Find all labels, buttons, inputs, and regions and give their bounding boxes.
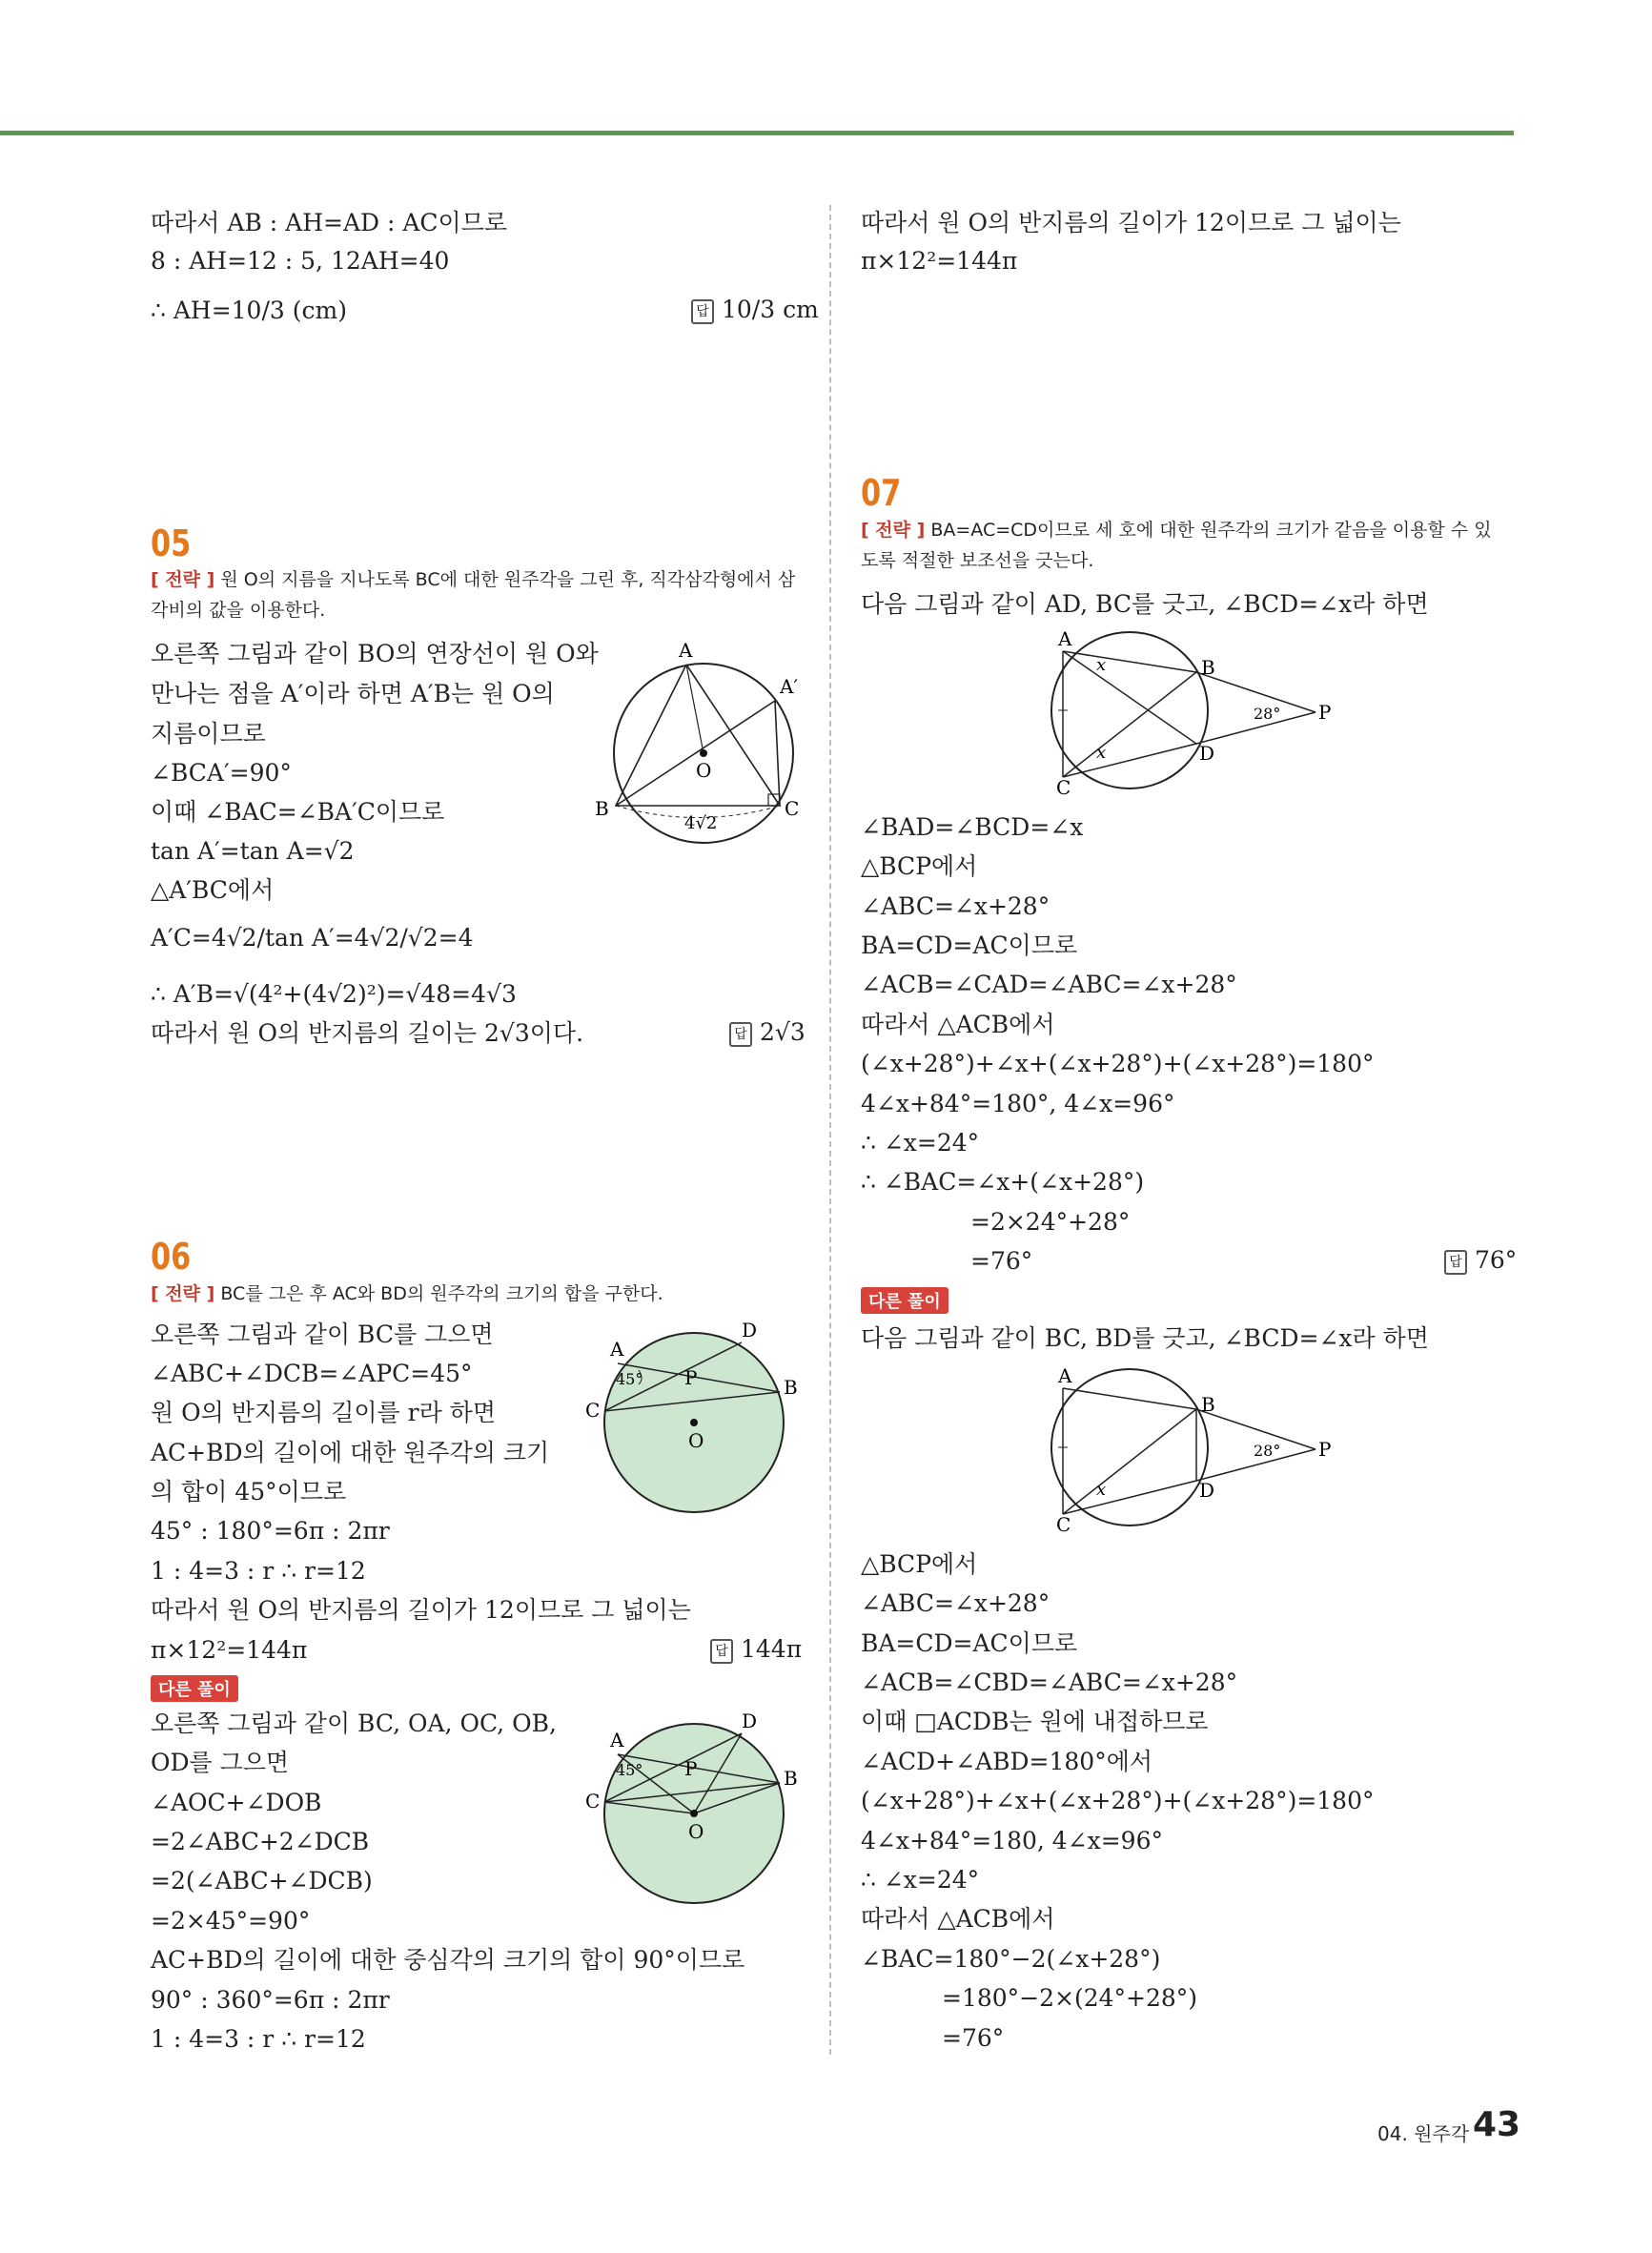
text-line: ∠ACB=∠CAD=∠ABC=∠x+28° <box>861 971 1237 998</box>
fig-label: C <box>1056 1513 1071 1533</box>
text-line: ∠ACD+∠ABD=180°에서 <box>861 1748 1153 1775</box>
figure-06-alt <box>581 1707 801 1916</box>
text-line: BA=CD=AC이므로 <box>861 1629 1078 1657</box>
text-line: 오른쪽 그림과 같이 BC, OA, OC, OB, <box>151 1710 557 1737</box>
answer-icon: 답 <box>1444 1250 1467 1275</box>
text-line: 오른쪽 그림과 같이 BO의 연장선이 원 O와 <box>151 640 599 667</box>
text-line: π×12²=144π <box>151 1636 308 1664</box>
fig-label: D <box>742 1319 758 1342</box>
text-line: A′C=4√2/tan A′=4√2/√2=4 <box>151 924 474 952</box>
strategy: [ 전략 ] 원 O의 지름을 지나도록 BC에 대한 원주각을 그린 후, 직각삼각형에서 삼 <box>151 569 796 590</box>
fig-label: P <box>1318 1438 1332 1461</box>
text-line: 만나는 점을 A′이라 하면 A′B는 원 O의 <box>151 680 555 707</box>
fig-label: x <box>1096 655 1107 675</box>
text-line: 다음 그림과 같이 BC, BD를 긋고, ∠BCD=∠x라 하면 <box>861 1324 1429 1352</box>
fig-label: P <box>684 1366 698 1389</box>
text-line: ∠BAD=∠BCD=∠x <box>861 813 1084 841</box>
strategy: [ 전략 ] BA=AC=CD이므로 세 호에 대한 원주각의 크기가 같음을 이용할 수 있 <box>861 520 1492 541</box>
text-line: BA=CD=AC이므로 <box>861 932 1078 959</box>
strategy-cont: 도록 적절한 보조선을 긋는다. <box>861 550 1094 571</box>
text-line: =2∠ABC+2∠DCB <box>151 1828 370 1855</box>
text-line: 이때 ∠BAC=∠BA′C이므로 <box>151 798 445 826</box>
fig-label: A <box>610 1338 624 1361</box>
text-line: (∠x+28°)+∠x+(∠x+28°)+(∠x+28°)=180° <box>861 1787 1375 1814</box>
fig-label: 45° <box>616 1370 643 1388</box>
fig-label: B <box>1201 656 1215 679</box>
fig-label: O <box>688 1429 704 1452</box>
fig-label: B <box>784 1376 798 1399</box>
fig-label: C <box>1056 776 1071 796</box>
text-line: =2(∠ABC+∠DCB) <box>151 1867 373 1895</box>
fig-label: A <box>1058 627 1072 650</box>
text-line: ∠AOC+∠DOB <box>151 1789 322 1816</box>
fig-label: C <box>585 1399 601 1422</box>
question-number: 07 <box>861 472 902 514</box>
text-line: ∴ ∠x=24° <box>861 1866 980 1894</box>
text-line: 이때 □ACDB는 원에 내접하므로 <box>861 1708 1209 1735</box>
text-line: 원 O의 반지름의 길이를 r라 하면 <box>151 1399 496 1426</box>
text-line: (∠x+28°)+∠x+(∠x+28°)+(∠x+28°)=180° <box>861 1050 1375 1077</box>
strategy-cont: 각비의 값을 이용한다. <box>151 600 326 621</box>
header-rule <box>0 131 1514 135</box>
fig-label: 28° <box>1254 705 1281 723</box>
text-line: π×12²=144π <box>861 247 1018 275</box>
text-line: AC+BD의 길이에 대한 원주각의 크기 <box>151 1439 550 1466</box>
question-number: 06 <box>151 1236 192 1278</box>
fig-label: D <box>1199 1479 1215 1502</box>
text-line: tan A′=tan A=√2 <box>151 837 355 865</box>
text-line: ∠ABC+∠DCB=∠APC=45° <box>151 1360 473 1387</box>
fig-label: B <box>1201 1393 1215 1416</box>
alt-solution-tag: 다른 풀이 <box>151 1675 238 1702</box>
fig-label: D <box>1199 742 1215 765</box>
figure-05 <box>591 634 810 853</box>
text-line: 45° : 180°=6π : 2πr <box>151 1517 390 1545</box>
fig-label: B <box>784 1767 798 1790</box>
text-line: 4∠x+84°=180°, 4∠x=96° <box>861 1090 1175 1117</box>
text-line: =2×45°=90° <box>151 1907 311 1935</box>
text-line: 따라서 원 O의 반지름의 길이가 12이므로 그 넓이는 <box>861 209 1401 236</box>
text-line: =76° <box>942 2024 1005 2052</box>
figure-06 <box>581 1316 801 1526</box>
text-line: △BCP에서 <box>861 1550 978 1578</box>
answer: 답 10/3 cm <box>691 296 819 324</box>
text-line: ∠BAC=180°−2(∠x+28°) <box>861 1945 1161 1973</box>
text-line: =76° <box>970 1247 1033 1275</box>
answer-icon: 답 <box>691 299 714 324</box>
text-line: ∴ ∠x=24° <box>861 1129 980 1157</box>
fig-label: D <box>742 1710 758 1732</box>
answer-icon: 답 <box>729 1022 752 1047</box>
answer: 답 2√3 <box>729 1018 806 1047</box>
text-line: AC+BD의 길이에 대한 중심각의 크기의 합이 90°이므로 <box>151 1946 745 1974</box>
text-line: ∠BCA′=90° <box>151 759 292 787</box>
text-line: 8 : AH=12 : 5, 12AH=40 <box>151 247 450 275</box>
text-line: 따라서 원 O의 반지름의 길이가 12이므로 그 넓이는 <box>151 1596 691 1624</box>
fig-label: A <box>679 639 693 662</box>
text-line: 따라서 AB : AH=AD : AC이므로 <box>151 209 507 236</box>
alt-solution-tag: 다른 풀이 <box>861 1287 948 1314</box>
answer: 답 76° <box>1444 1246 1517 1275</box>
answer: 답 144π <box>710 1635 802 1664</box>
fig-label: x <box>1096 743 1107 763</box>
text-line: ∠ABC=∠x+28° <box>861 892 1050 920</box>
text-line: OD를 그으면 <box>151 1749 290 1776</box>
figure-07 <box>1030 625 1354 796</box>
text-line: =2×24°+28° <box>970 1208 1131 1236</box>
text-line: △BCP에서 <box>861 852 978 880</box>
fig-label: A <box>610 1729 624 1751</box>
fig-label: P <box>684 1757 698 1780</box>
column-divider <box>829 205 831 2055</box>
text-line: ∴ A′B=√(4²+(4√2)²)=√48=4√3 <box>151 980 517 1008</box>
text-line: 1 : 4=3 : r ∴ r=12 <box>151 1557 366 1585</box>
section-title: 04. 원주각 <box>1377 2122 1470 2145</box>
text-line: 지름이므로 <box>151 720 266 748</box>
fig-label: 28° <box>1254 1442 1281 1460</box>
text-line: 따라서 △ACB에서 <box>861 1011 1055 1038</box>
fig-label: P <box>1318 701 1332 724</box>
text-line: ∴ ∠BAC=∠x+(∠x+28°) <box>861 1168 1145 1196</box>
fig-label: 4√2 <box>684 813 718 833</box>
question-number: 05 <box>151 522 192 564</box>
text-line: 오른쪽 그림과 같이 BC를 그으면 <box>151 1321 494 1348</box>
text-line: 다음 그림과 같이 AD, BC를 긋고, ∠BCD=∠x라 하면 <box>861 590 1429 618</box>
text-line: 의 합이 45°이므로 <box>151 1478 347 1505</box>
page-number: 43 <box>1473 2105 1521 2144</box>
fig-label: C <box>585 1790 601 1813</box>
text-line: 1 : 4=3 : r ∴ r=12 <box>151 2025 366 2053</box>
text-line: 90° : 360°=6π : 2πr <box>151 1986 390 2014</box>
fig-label: 45° <box>616 1761 643 1779</box>
text-line: =180°−2×(24°+28°) <box>942 1984 1198 2012</box>
text-line: 따라서 △ACB에서 <box>861 1905 1055 1933</box>
text-line: 4∠x+84°=180, 4∠x=96° <box>861 1827 1163 1854</box>
fig-label: C <box>785 797 800 820</box>
fig-label: A <box>1058 1364 1072 1387</box>
fig-label: x <box>1096 1480 1107 1500</box>
figure-07-alt <box>1030 1362 1354 1533</box>
fig-label: B <box>595 797 609 820</box>
text-line: 따라서 원 O의 반지름의 길이는 2√3이다. <box>151 1019 584 1047</box>
fig-label: O <box>696 759 712 782</box>
text-line: ∴ AH=10/3 (cm) <box>151 297 347 324</box>
text-line: ∠ACB=∠CBD=∠ABC=∠x+28° <box>861 1669 1238 1696</box>
strategy: [ 전략 ] BC를 그은 후 AC와 BD의 원주각의 크기의 합을 구한다. <box>151 1283 663 1304</box>
text-line: △A′BC에서 <box>151 876 275 904</box>
answer-icon: 답 <box>710 1639 733 1664</box>
fig-label: A′ <box>780 675 798 698</box>
text-line: ∠ABC=∠x+28° <box>861 1589 1050 1617</box>
fig-label: O <box>688 1820 704 1843</box>
